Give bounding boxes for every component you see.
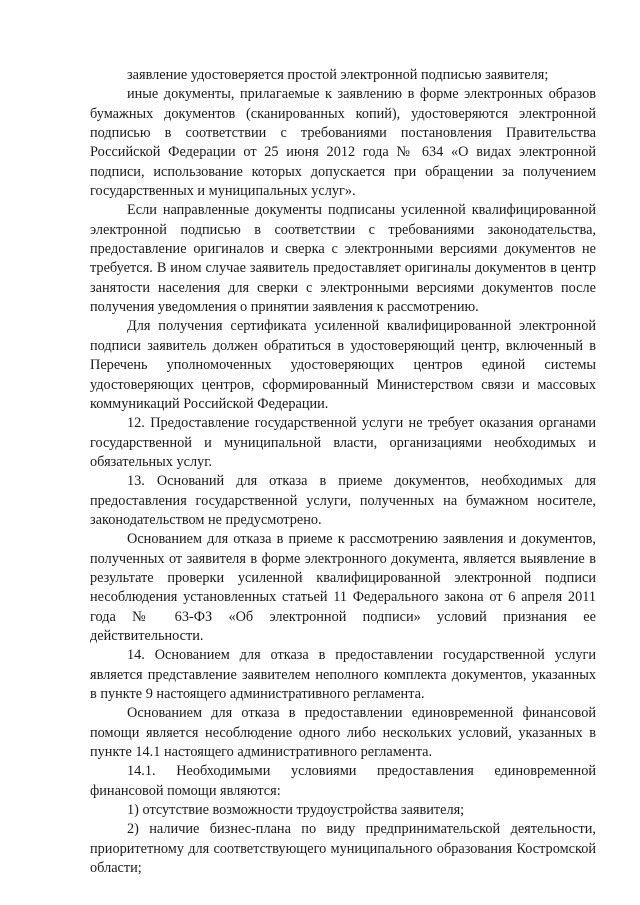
- paragraph-qualified-signature: Если направленные документы подписаны усиленной квалифицированной электронной подписью в соответствии с требованиями законодательства, предоставление оригиналов и сверка с электронными версиями документов не требуется. В ином случае заявитель предоставляет оригиналы документов в центр занятости населения для сверки с электронными версиями документов после получения уведомления о принятии заявления к рассмотрению.: [90, 202, 596, 316]
- paragraph-certificate: Для получения сертификата усиленной квалифицированной электронной подписи заявитель должен обратиться в удостоверяющий центр, включенный в Перечень уполномоченных удостоверяющих центров единой системы удостоверяющих центров, сформированный Министерством связи и массовых коммуникаций Российской Федерации.: [90, 318, 596, 412]
- paragraph-item-13: 13. Оснований для отказа в приеме документов, необходимых для предоставления государственной услуги, полученных на бумажном носителе, законодательством не предусмотрено.: [90, 473, 596, 528]
- paragraph-item-14-1: 14.1. Необходимыми условиями предоставления единовременной финансовой помощи являются:: [90, 763, 596, 799]
- paragraph-item-14: 14. Основанием для отказа в предоставлении государственной услуги является представление заявителем неполного комплекта документов, указанных в пункте 9 настоящего административного регламента.: [90, 647, 596, 702]
- paragraph-condition-1: 1) отсутствие возможности трудоустройства заявителя;: [127, 802, 465, 819]
- document-page: [90, 66, 596, 878]
- paragraph-item-12: 12. Предоставление государственной услуги не требует оказания органами государственной и муниципальной власти, организациями необходимых и обязательных услуг.: [90, 415, 596, 470]
- paragraph-signature-simple: заявление удостоверяется простой электронной подписью заявителя;: [127, 67, 549, 83]
- paragraph-refusal-electronic: Основанием для отказа в приеме к рассмотрению заявления и документов, полученных от заявителя в форме электронного документа, является выявление в результате проверки усиленной квалифицированной электронной подписи несоблюдения установленных статьей 11 Федерального закона от 6 апреля 2011 года № 63-ФЗ «Об электронной подписи» условий признания ее действительности.: [90, 531, 596, 644]
- paragraph-other-documents: иные документы, прилагаемые к заявлению в форме электронных образов бумажных документов (сканированных копий), удостоверяются электронной подписью в соответствии с требованиями постановления Правительства Российской Федерации от 25 июня 2012 года № 634 «О видах электронной подписи, использование которых допускается при обращении за получением государственных и муниципальных услуг».: [90, 86, 596, 200]
- paragraph-condition-2: 2) наличие бизнес-плана по виду предпринимательской деятельности, приоритетному для соответствующего муниципального образования Костромской области;: [90, 821, 596, 877]
- paragraph-refusal-financial-aid: Основанием для отказа в предоставлении единовременной финансовой помощи является несоблюдение одного либо нескольких условий, указанных в пункте 14.1 настоящего административного регламента.: [90, 705, 596, 761]
